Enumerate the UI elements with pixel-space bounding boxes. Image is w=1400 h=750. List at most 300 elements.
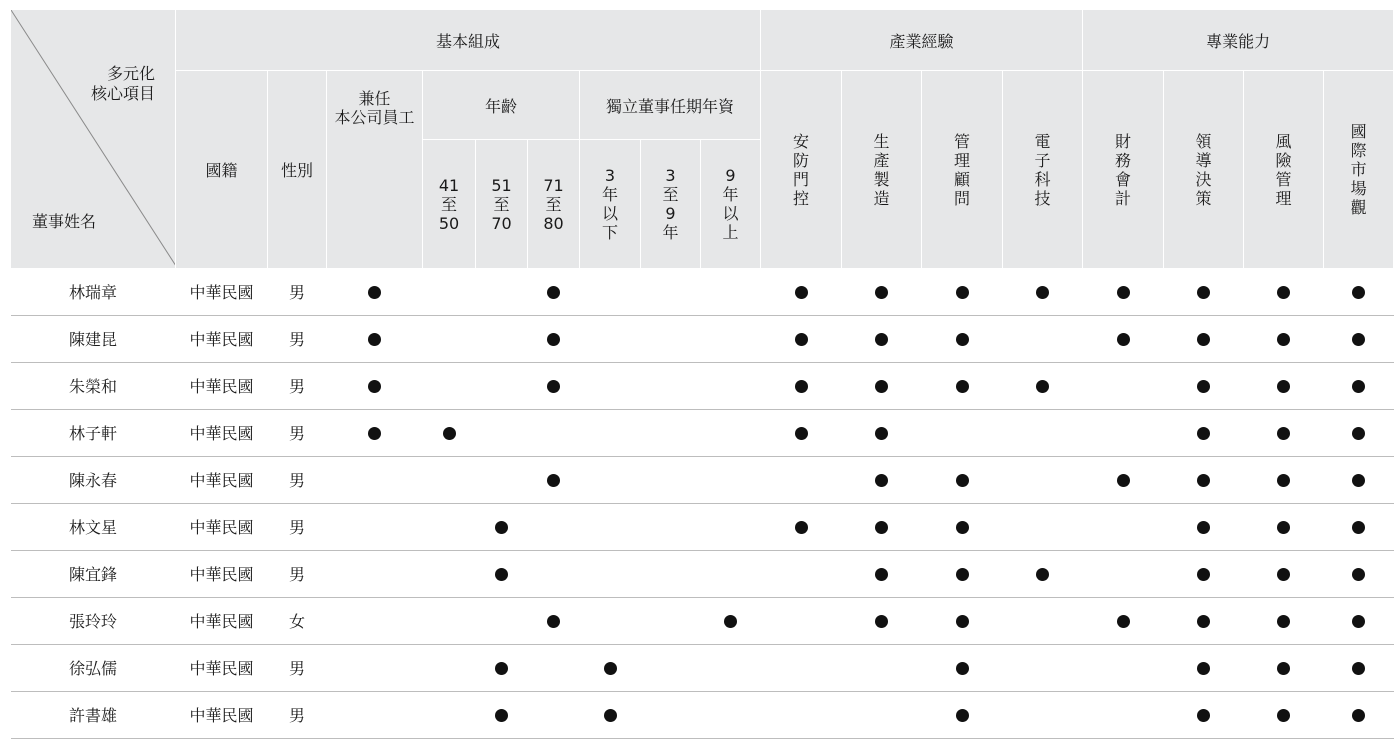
mark-cell [476,362,528,409]
mark-cell [528,268,580,315]
mark-cell [842,315,922,362]
mark-cell [842,550,922,597]
mark-cell [1083,691,1164,738]
mark-cell [701,597,761,644]
mark-cell [761,644,842,691]
mark-cell [1083,503,1164,550]
mark-cell [842,456,922,503]
vertical-char: 70 [491,213,512,233]
vertical-char: 領 [1195,131,1212,151]
mark-cell [1324,268,1394,315]
check-dot-icon [1352,521,1365,534]
director-name: 張玲玲 [11,597,176,644]
check-dot-icon [1197,709,1210,722]
mark-cell [1164,268,1244,315]
table-header [11,10,1394,268]
mark-cell [476,691,528,738]
check-dot-icon [795,427,808,440]
mark-cell [528,409,580,456]
mark-cell [1164,315,1244,362]
mark-cell [1003,456,1083,503]
check-dot-icon [1277,709,1290,722]
mark-cell [641,550,701,597]
director-nationality: 中華民國 [176,644,268,691]
check-dot-icon [1197,286,1210,299]
mark-cell [1003,691,1083,738]
check-dot-icon [956,709,969,722]
vertical-char: 會 [1115,169,1132,189]
check-dot-icon [495,662,508,675]
mark-cell [641,644,701,691]
vertical-char: 導 [1195,150,1212,170]
mark-cell [476,315,528,362]
check-dot-icon [1197,474,1210,487]
mark-cell [922,503,1003,550]
mark-cell [1244,597,1324,644]
header-nationality: 國籍 [176,71,268,269]
corner-header [11,10,176,268]
vertical-char: 9 [665,204,676,223]
vertical-char: 管 [954,131,971,151]
mark-cell [528,691,580,738]
corner-bottom-label: 董事姓名 [32,211,97,231]
mark-cell [1164,409,1244,456]
mark-cell [528,315,580,362]
check-dot-icon [1352,568,1365,581]
mark-cell [580,456,641,503]
vertical-char: 至 [545,194,562,214]
vertical-char: 產 [873,150,890,170]
header-management-consulting [922,71,1003,269]
mark-cell [641,409,701,456]
group-basic: 基本組成 [176,10,761,71]
check-dot-icon [875,474,888,487]
vertical-char: 技 [1034,188,1051,208]
mark-cell [327,503,423,550]
check-dot-icon [547,474,560,487]
header-leadership [1164,71,1244,269]
mark-cell [1003,550,1083,597]
check-dot-icon [1277,615,1290,628]
vertical-char: 51 [491,175,512,195]
check-dot-icon [1036,380,1049,393]
mark-cell [327,644,423,691]
check-dot-icon [875,427,888,440]
director-rows [11,268,1394,738]
check-dot-icon [547,615,560,628]
mark-cell [423,691,476,738]
mark-cell [1003,644,1083,691]
header-age-71-80 [528,140,580,269]
header-employee-line-2: 本公司員工 [334,108,415,127]
table-row [11,550,1394,597]
vertical-char: 41 [438,175,460,195]
mark-cell [842,503,922,550]
check-dot-icon [1352,286,1365,299]
mark-cell [423,315,476,362]
table-row [11,456,1394,503]
vertical-char: 年 [662,223,679,242]
table-row [11,315,1394,362]
check-dot-icon [795,380,808,393]
check-dot-icon [1036,286,1049,299]
check-dot-icon [1277,521,1290,534]
header-tenure-3-9 [641,140,701,269]
vertical-char: 9 [725,166,736,185]
mark-cell [641,456,701,503]
header-manufacturing [842,71,922,269]
check-dot-icon [1277,427,1290,440]
mark-cell [580,597,641,644]
mark-cell [1244,550,1324,597]
check-dot-icon [1197,333,1210,346]
mark-cell [476,409,528,456]
director-name: 朱榮和 [11,362,176,409]
vertical-char: 子 [1034,150,1051,170]
mark-cell [1083,597,1164,644]
corner-top-line-2: 核心項目 [90,84,155,103]
mark-cell [1324,644,1394,691]
mark-cell [476,597,528,644]
check-dot-icon [495,709,508,722]
check-dot-icon [1277,333,1290,346]
vertical-char: 理 [1275,188,1292,208]
vertical-char: 至 [440,194,457,214]
mark-cell [1324,597,1394,644]
mark-cell [701,268,761,315]
vertical-char: 管 [1275,169,1292,189]
vertical-char: 71 [543,175,564,195]
vertical-char: 至 [662,185,679,204]
mark-cell [580,268,641,315]
mark-cell [761,550,842,597]
mark-cell [641,597,701,644]
vertical-char: 50 [438,213,460,233]
mark-cell [476,503,528,550]
check-dot-icon [956,380,969,393]
check-dot-icon [1352,709,1365,722]
vertical-char: 至 [493,194,510,214]
check-dot-icon [1117,333,1130,346]
mark-cell [1324,550,1394,597]
vertical-char: 以 [722,204,739,223]
vertical-char: 問 [954,188,971,208]
mark-cell [842,597,922,644]
mark-cell [327,550,423,597]
table-row [11,409,1394,456]
header-tenure-under-3 [580,140,641,269]
mark-cell [761,691,842,738]
mark-cell [476,456,528,503]
check-dot-icon [956,333,969,346]
mark-cell [641,268,701,315]
header-age-41-50 [423,140,476,269]
mark-cell [1244,644,1324,691]
check-dot-icon [1352,615,1365,628]
vertical-char: 務 [1115,150,1132,170]
director-name: 徐弘儒 [11,644,176,691]
mark-cell [528,644,580,691]
director-gender: 男 [268,644,327,691]
mark-cell [528,456,580,503]
check-dot-icon [604,662,617,675]
vertical-char: 下 [601,223,618,242]
director-nationality: 中華民國 [176,550,268,597]
mark-cell [701,691,761,738]
director-nationality: 中華民國 [176,503,268,550]
mark-cell [327,597,423,644]
director-name: 陳建昆 [11,315,176,362]
mark-cell [528,362,580,409]
mark-cell [842,268,922,315]
group-professional: 專業能力 [1083,10,1394,71]
header-employee-line-1: 兼任 [358,89,391,108]
check-dot-icon [1197,615,1210,628]
mark-cell [701,644,761,691]
mark-cell [1324,691,1394,738]
mark-cell [1083,644,1164,691]
check-dot-icon [1117,286,1130,299]
vertical-char: 場 [1350,179,1367,198]
vertical-char: 以 [601,204,618,223]
mark-cell [1164,503,1244,550]
mark-cell [476,268,528,315]
check-dot-icon [1036,568,1049,581]
vertical-char: 顧 [954,169,971,189]
check-dot-icon [956,568,969,581]
mark-cell [423,456,476,503]
mark-cell [922,644,1003,691]
mark-cell [327,456,423,503]
mark-cell [1244,409,1324,456]
director-name: 陳永春 [11,456,176,503]
director-gender: 男 [268,268,327,315]
check-dot-icon [604,709,617,722]
vertical-char: 生 [873,131,890,151]
mark-cell [423,503,476,550]
check-dot-icon [875,568,888,581]
mark-cell [842,691,922,738]
check-dot-icon [956,286,969,299]
director-name: 林瑞章 [11,268,176,315]
check-dot-icon [1277,380,1290,393]
check-dot-icon [875,333,888,346]
mark-cell [580,550,641,597]
mark-cell [1083,362,1164,409]
mark-cell [1324,315,1394,362]
corner-top-line-1: 多元化 [106,64,155,83]
vertical-char: 險 [1275,150,1292,170]
table-row [11,503,1394,550]
mark-cell [1164,644,1244,691]
director-name: 林子軒 [11,409,176,456]
mark-cell [1244,268,1324,315]
header-gender: 性別 [268,71,327,269]
mark-cell [922,597,1003,644]
mark-cell [476,550,528,597]
check-dot-icon [495,521,508,534]
header-age: 年齡 [423,71,580,140]
check-dot-icon [1352,380,1365,393]
mark-cell [423,550,476,597]
mark-cell [761,503,842,550]
check-dot-icon [1352,333,1365,346]
mark-cell [1164,362,1244,409]
vertical-char: 門 [793,169,810,189]
mark-cell [1083,550,1164,597]
vertical-char: 年 [722,185,739,204]
check-dot-icon [368,427,381,440]
mark-cell [1083,268,1164,315]
mark-cell [761,409,842,456]
mark-cell [1164,550,1244,597]
director-gender: 男 [268,362,327,409]
vertical-char: 電 [1034,131,1051,151]
mark-cell [1244,691,1324,738]
check-dot-icon [1197,521,1210,534]
check-dot-icon [1197,427,1210,440]
mark-cell [423,268,476,315]
mark-cell [1003,503,1083,550]
director-gender: 男 [268,409,327,456]
director-gender: 男 [268,456,327,503]
vertical-char: 安 [793,131,810,151]
director-gender: 女 [268,597,327,644]
mark-cell [761,456,842,503]
check-dot-icon [875,521,888,534]
mark-cell [701,550,761,597]
check-dot-icon [956,521,969,534]
header-tenure-over-9 [701,140,761,269]
mark-cell [842,644,922,691]
check-dot-icon [795,286,808,299]
mark-cell [842,409,922,456]
mark-cell [580,315,641,362]
check-dot-icon [495,568,508,581]
vertical-char: 計 [1115,188,1132,208]
table-row [11,691,1394,738]
check-dot-icon [1117,474,1130,487]
check-dot-icon [875,380,888,393]
check-dot-icon [443,427,456,440]
vertical-char: 市 [1350,160,1367,179]
check-dot-icon [1352,474,1365,487]
mark-cell [761,597,842,644]
mark-cell [580,644,641,691]
mark-cell [641,362,701,409]
mark-cell [1244,456,1324,503]
mark-cell [528,503,580,550]
mark-cell [327,268,423,315]
director-nationality: 中華民國 [176,691,268,738]
vertical-char: 財 [1115,131,1132,151]
mark-cell [922,456,1003,503]
mark-cell [1244,315,1324,362]
director-gender: 男 [268,503,327,550]
mark-cell [423,597,476,644]
mark-cell [327,315,423,362]
table-row [11,644,1394,691]
vertical-char: 3 [604,166,616,185]
check-dot-icon [1117,615,1130,628]
mark-cell [1324,503,1394,550]
header-electronics [1003,71,1083,269]
check-dot-icon [1277,286,1290,299]
board-diversity-table [10,10,1394,739]
check-dot-icon [795,333,808,346]
vertical-char: 國 [1350,122,1367,141]
director-nationality: 中華民國 [176,409,268,456]
mark-cell [761,362,842,409]
director-nationality: 中華民國 [176,315,268,362]
mark-cell [1083,409,1164,456]
check-dot-icon [956,662,969,675]
mark-cell [701,362,761,409]
check-dot-icon [547,380,560,393]
check-dot-icon [1277,568,1290,581]
mark-cell [1083,315,1164,362]
vertical-char: 風 [1275,131,1292,151]
header-security-access [761,71,842,269]
mark-cell [1324,409,1394,456]
check-dot-icon [1197,380,1210,393]
check-dot-icon [1352,427,1365,440]
check-dot-icon [368,333,381,346]
mark-cell [1164,456,1244,503]
mark-cell [641,691,701,738]
check-dot-icon [1352,662,1365,675]
mark-cell [423,644,476,691]
mark-cell [1244,362,1324,409]
vertical-char: 上 [722,223,739,242]
mark-cell [580,691,641,738]
vertical-char: 策 [1195,188,1212,208]
check-dot-icon [795,521,808,534]
check-dot-icon [956,615,969,628]
mark-cell [1003,409,1083,456]
check-dot-icon [1197,662,1210,675]
vertical-char: 科 [1034,169,1051,189]
header-risk-management [1244,71,1324,269]
vertical-char: 理 [954,150,971,170]
mark-cell [701,503,761,550]
mark-cell [1244,503,1324,550]
check-dot-icon [1197,568,1210,581]
mark-cell [641,315,701,362]
mark-cell [476,644,528,691]
vertical-char: 80 [543,213,564,233]
mark-cell [641,503,701,550]
corner-top-label [91,64,155,104]
check-dot-icon [547,286,560,299]
table-row [11,362,1394,409]
mark-cell [423,409,476,456]
director-gender: 男 [268,315,327,362]
director-nationality: 中華民國 [176,268,268,315]
vertical-char: 製 [873,169,890,189]
check-dot-icon [368,286,381,299]
director-name: 林文星 [11,503,176,550]
header-employee [327,71,423,269]
vertical-char: 決 [1195,169,1212,189]
mark-cell [922,268,1003,315]
director-nationality: 中華民國 [176,597,268,644]
mark-cell [1324,456,1394,503]
header-finance-accounting [1083,71,1164,269]
vertical-char: 年 [601,185,618,204]
mark-cell [922,691,1003,738]
mark-cell [922,550,1003,597]
